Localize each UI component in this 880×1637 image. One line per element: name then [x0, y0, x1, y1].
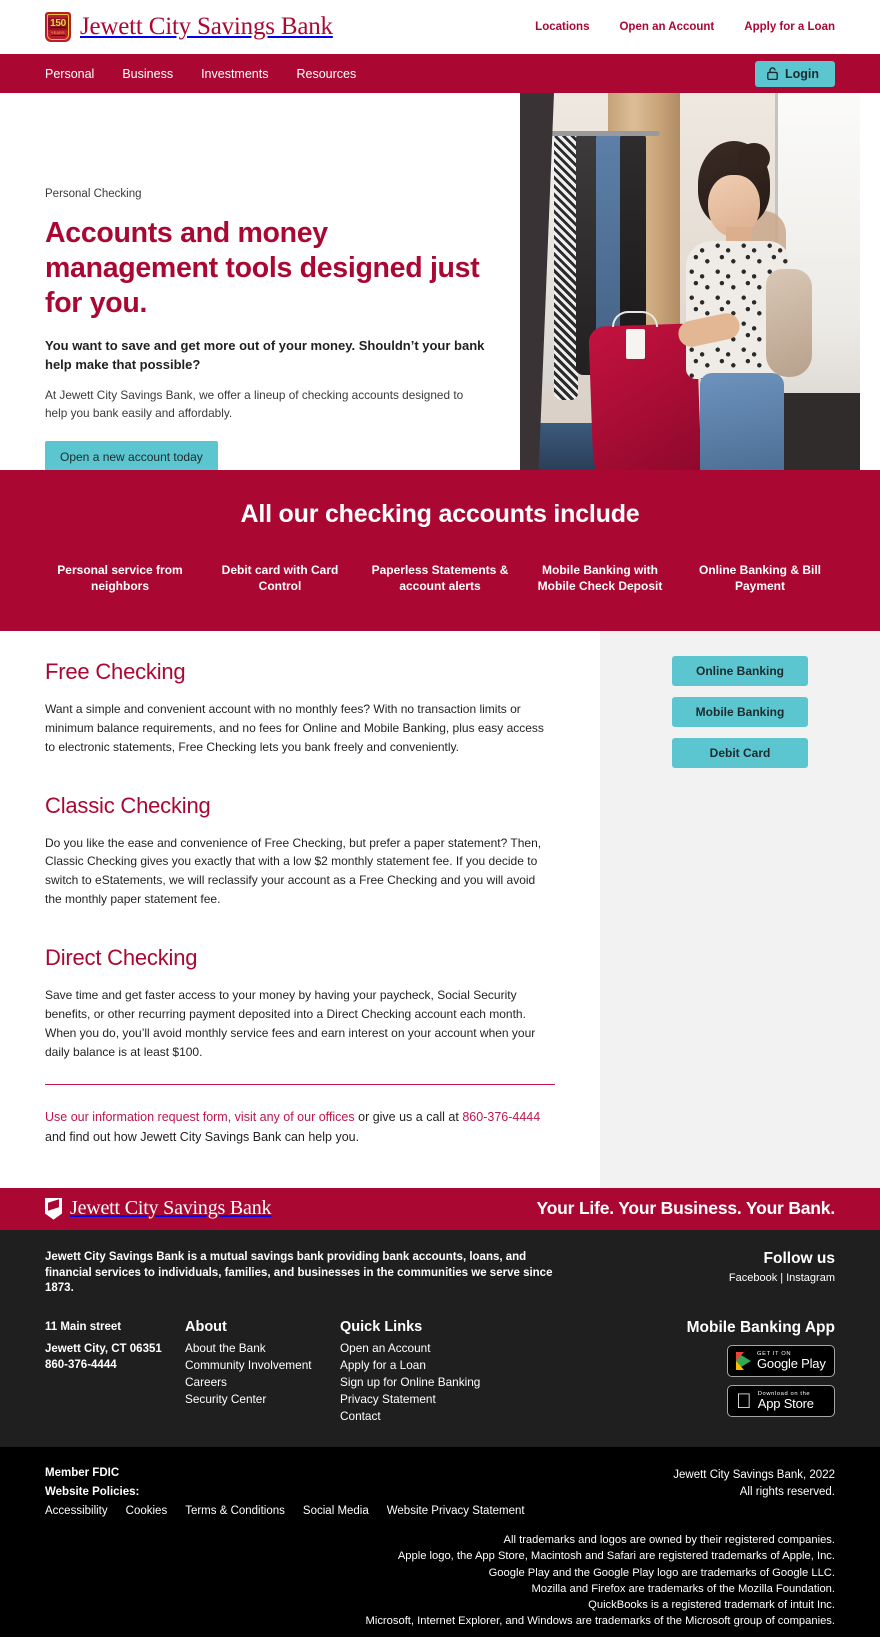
footer-tagline: Your Life. Your Business. Your Bank.: [536, 1198, 835, 1219]
footer-description: Jewett City Savings Bank is a mutual savings bank providing bank accounts, loans, and financial services to individuals, families, and businesses in the communities we serve since 1873.: [45, 1250, 553, 1295]
footer-logo[interactable]: [45, 1197, 271, 1220]
footer-link-security-center[interactable]: Security Center: [185, 1391, 267, 1406]
nav-item-business[interactable]: Business: [122, 66, 174, 81]
brand-name: Jewett City Savings Bank: [80, 13, 333, 40]
footer-link-careers[interactable]: Careers: [185, 1374, 227, 1389]
footer-top-row: [45, 1250, 835, 1298]
phone-link[interactable]: 860-376-4444: [462, 1110, 541, 1125]
footer-link-privacy-statement[interactable]: Privacy Statement: [340, 1391, 436, 1406]
hero-section: [0, 93, 880, 470]
feature-item: Personal service from neighbors: [57, 563, 183, 593]
footer-columns: [45, 1319, 835, 1425]
utility-link-locations[interactable]: Locations: [535, 21, 590, 33]
account-body-classic-checking: Do you like the ease and convenience of Free Checking, but prefer a paper statement? Then, Classic Checking gives you exactly that with a low $2 monthly statement fee. If you decide to switch to eStatements, we will reclassify your account as a Free Checking and you will avoid the monthly paper statement fee.: [45, 835, 542, 907]
copyright-text: Jewett City Savings Bank, 2022: [673, 1469, 835, 1482]
rights-reserved-text: All rights reserved.: [739, 1485, 835, 1498]
follow-us-title: Follow us: [763, 1249, 835, 1267]
footer-address-block: [45, 1319, 185, 1425]
photo-shopper-figure: [670, 141, 810, 470]
website-policies-title: Website Policies:: [45, 1486, 140, 1499]
information-request-form-link[interactable]: Use our information request form, visit any of our offices: [45, 1110, 355, 1125]
policy-link-cookies[interactable]: Cookies: [125, 1505, 168, 1518]
footer-brand-band: [0, 1188, 880, 1230]
footer-link-open-an-account[interactable]: Open an Account: [340, 1341, 431, 1356]
sidebar-panel: [600, 631, 880, 1188]
content-main-column: [0, 631, 600, 1188]
address-city-state-zip: Jewett City, CT 06351: [45, 1342, 162, 1355]
footer-link-sign-up-online-banking[interactable]: Sign up for Online Banking: [340, 1374, 481, 1389]
sidebar-button-debit-card[interactable]: Debit Card: [672, 738, 808, 768]
badge-years-label: YEARS: [51, 31, 65, 36]
sidebar-button-online-banking[interactable]: Online Banking: [672, 656, 808, 686]
trademark-notice: [275, 1532, 835, 1629]
apple-logo-icon: [736, 1391, 752, 1412]
footer-link-contact[interactable]: Contact: [340, 1408, 381, 1423]
policy-link-social-media[interactable]: Social Media: [302, 1505, 369, 1518]
mobile-app-block: [687, 1319, 835, 1425]
address-phone: 860-376-4444: [45, 1358, 117, 1371]
hero-eyebrow: Personal Checking: [45, 188, 142, 200]
google-play-small-label: GET IT ON: [757, 1351, 792, 1358]
hero-body-text: At Jewett City Savings Bank, we offer a lineup of checking accounts designed to help you bank easily and affordably.: [45, 388, 464, 420]
social-links: [729, 1272, 835, 1284]
account-title-direct-checking: Direct Checking: [45, 945, 198, 971]
photo-price-tag: [626, 329, 645, 359]
social-link-facebook[interactable]: Facebook: [728, 1271, 778, 1284]
contact-mid-text: or give us a call at: [354, 1110, 463, 1125]
utility-link-apply-for-a-loan[interactable]: Apply for a Loan: [744, 21, 835, 33]
legal-left-block: [45, 1467, 525, 1517]
nav-item-list: [45, 67, 356, 81]
google-play-icon: [736, 1352, 751, 1370]
anniversary-badge-icon: [45, 12, 71, 42]
footer-column-title-quick-links: Quick Links: [340, 1319, 423, 1336]
login-button-label: Login: [784, 66, 819, 81]
app-store-small-label: Download on the: [742, 1391, 795, 1398]
trademark-line: Microsoft, Internet Explorer, and Windows are trademarks of the Microsoft group of companies.: [365, 1615, 835, 1628]
site-header: [0, 0, 880, 54]
social-link-instagram[interactable]: Instagram: [786, 1271, 835, 1284]
footer-link-about-the-bank[interactable]: About the Bank: [185, 1341, 266, 1356]
copyright-block: [673, 1467, 835, 1500]
account-title-classic-checking: Classic Checking: [45, 792, 211, 818]
website-policies-links: [45, 1505, 525, 1517]
policy-link-website-privacy-statement[interactable]: Website Privacy Statement: [386, 1505, 525, 1518]
footer-column-quick-links: [340, 1319, 495, 1425]
account-title-free-checking: Free Checking: [45, 658, 186, 684]
hero-text-block: [45, 188, 485, 470]
footer-column-about: [185, 1319, 340, 1425]
follow-us-block: [729, 1250, 835, 1298]
sidebar-button-mobile-banking[interactable]: Mobile Banking: [672, 697, 808, 727]
contact-end-text: and find out how Jewett City Savings Bank can help you.: [45, 1130, 360, 1145]
mobile-app-title: Mobile Banking App: [686, 1319, 835, 1337]
nav-item-resources[interactable]: Resources: [296, 66, 357, 81]
hero-photo-shopper: [520, 93, 860, 470]
features-band: [0, 470, 880, 631]
section-divider: [45, 1084, 555, 1085]
google-play-large-label: Google Play: [757, 1356, 826, 1372]
hero-heading: Accounts and money management tools designed just for you.: [45, 217, 480, 319]
site-logo[interactable]: [45, 12, 333, 42]
utility-link-open-an-account[interactable]: Open an Account: [619, 21, 715, 33]
hero-subheading: You want to save and get more out of your money. Shouldn’t your bank help make that possible?: [45, 338, 485, 372]
shield-logo-icon: [45, 1198, 62, 1220]
content-area: [0, 631, 880, 1188]
trademark-line: QuickBooks is a registered trademark of intuit Inc.: [588, 1599, 835, 1612]
features-grid: [40, 563, 840, 595]
features-title: All our checking accounts include: [240, 500, 640, 528]
footer-link-apply-for-a-loan[interactable]: Apply for a Loan: [340, 1358, 426, 1373]
feature-item: Debit card with Card Control: [221, 563, 339, 593]
utility-nav: [535, 21, 835, 33]
app-store-large-label: App Store: [742, 1396, 799, 1412]
login-button[interactable]: [755, 61, 835, 87]
feature-item: Online Banking & Bill Payment: [698, 563, 821, 593]
address-street: 11 Main street: [45, 1321, 122, 1334]
policy-link-terms-and-conditions[interactable]: Terms & Conditions: [185, 1505, 285, 1518]
contact-paragraph: [45, 1107, 555, 1148]
nav-item-personal[interactable]: Personal: [45, 66, 95, 81]
open-account-cta-button[interactable]: Open a new account today: [45, 441, 218, 470]
footer-brand-name: Jewett City Savings Bank: [70, 1197, 272, 1220]
member-fdic-label: Member FDIC: [45, 1467, 120, 1480]
main-navigation: [0, 54, 880, 93]
social-separator: |: [780, 1271, 784, 1284]
nav-item-investments[interactable]: Investments: [201, 66, 269, 81]
app-store-badge[interactable]: [727, 1385, 835, 1417]
feature-item: Mobile Banking with Mobile Check Deposit: [537, 563, 663, 593]
legal-section: [0, 1447, 880, 1637]
feature-item: Paperless Statements & account alerts: [371, 563, 509, 593]
footer-column-title-about: About: [185, 1319, 227, 1336]
trademark-line: Apple logo, the App Store, Macintosh and Safari are registered trademarks of Apple, Inc.: [397, 1550, 835, 1563]
footer-link-community-involvement[interactable]: Community Involvement: [185, 1358, 312, 1373]
google-play-badge[interactable]: [727, 1345, 835, 1377]
footer-main: [0, 1230, 880, 1448]
badge-number: 150: [50, 18, 66, 30]
account-body-free-checking: Want a simple and convenient account with no monthly fees? With no transaction limits or minimum balance requirements, and no fees for Online and Mobile Banking, plus easy access to electronic statements, Free Checking lets you bank freely and conveniently.: [45, 701, 544, 754]
trademark-line: All trademarks and logos are owned by their registered companies.: [503, 1534, 835, 1547]
photo-hanger: [612, 311, 658, 327]
trademark-line: Google Play and the Google Play logo are trademarks of Google LLC.: [488, 1566, 835, 1579]
trademark-line: Mozilla and Firefox are trademarks of the Mozilla Foundation.: [531, 1582, 835, 1595]
padlock-icon: [767, 67, 778, 80]
policy-link-accessibility[interactable]: Accessibility: [45, 1505, 108, 1518]
account-body-direct-checking: Save time and get faster access to your money by having your paycheck, Social Security benefits, or other recurring payment deposited into a Direct Checking account each month. When you do, you’ll avoid monthly service fees and earn interest on your account when your daily balance is at least $100.: [45, 988, 536, 1060]
